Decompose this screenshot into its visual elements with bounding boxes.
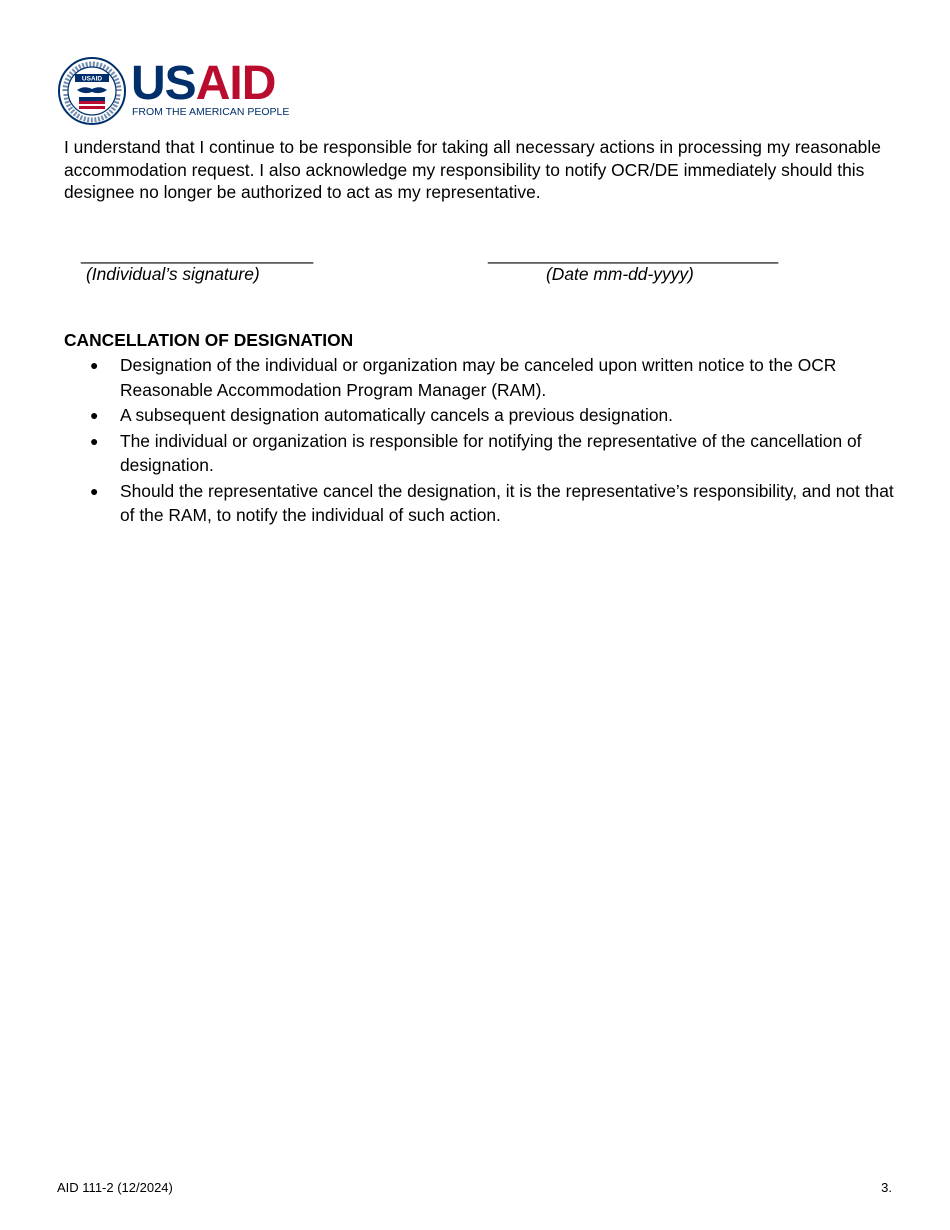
list-item [64,429,904,478]
acknowledgement-paragraph: I understand that I continue to be responsible for taking all necessary actions in processing my reasonable accommodation request. I also acknowledge my responsibility to notify OCR/DE immediately should this designee no longer be authorized to act as my representative. [64,137,881,202]
date-signature-label: (Date mm-dd-yyyy) [546,264,694,284]
bullet-icon: ● [90,482,99,499]
individual-signature-label: (Individual’s signature) [86,264,260,284]
bullet-icon: ● [90,407,99,423]
bullet-icon: ● [90,357,99,373]
usaid-seal-icon [57,56,127,126]
cancellation-list [64,353,904,529]
svg-text:USAID: USAID [81,75,103,83]
individual-signature-line: ________________________ [81,244,314,264]
date-signature-line: ______________________________ [488,244,779,264]
list-item [64,403,904,428]
page-number: 3. [881,1180,892,1195]
logo-tagline: FROM THE AMERICAN PEOPLE [132,106,290,118]
list-item-text: A subsequent designation automatically cancels a previous designation. [120,405,673,425]
usaid-wordmark [131,57,276,110]
bullet-icon: ● [90,432,99,449]
list-item-text: Should the representative cancel the designation, it is the representative’s responsibility, and not that of the RAM, to notify the individual of such action. [120,480,894,525]
form-id: AID 111-2 (12/2024) [57,1180,173,1195]
list-item-text: Designation of the individual or organization may be canceled upon written notice to the OCR Reasonable Accommodation Program Manager (RAM). [120,355,837,400]
list-item [64,353,904,402]
wordmark-aid: AID [195,57,276,110]
wordmark-us: US [131,57,196,110]
list-item [64,479,904,528]
cancellation-heading: CANCELLATION OF DESIGNATION [64,330,354,350]
list-item-text: The individual or organization is responsible for notifying the representative of the cancellation of designation. [120,430,862,475]
usaid-logo [57,56,297,128]
